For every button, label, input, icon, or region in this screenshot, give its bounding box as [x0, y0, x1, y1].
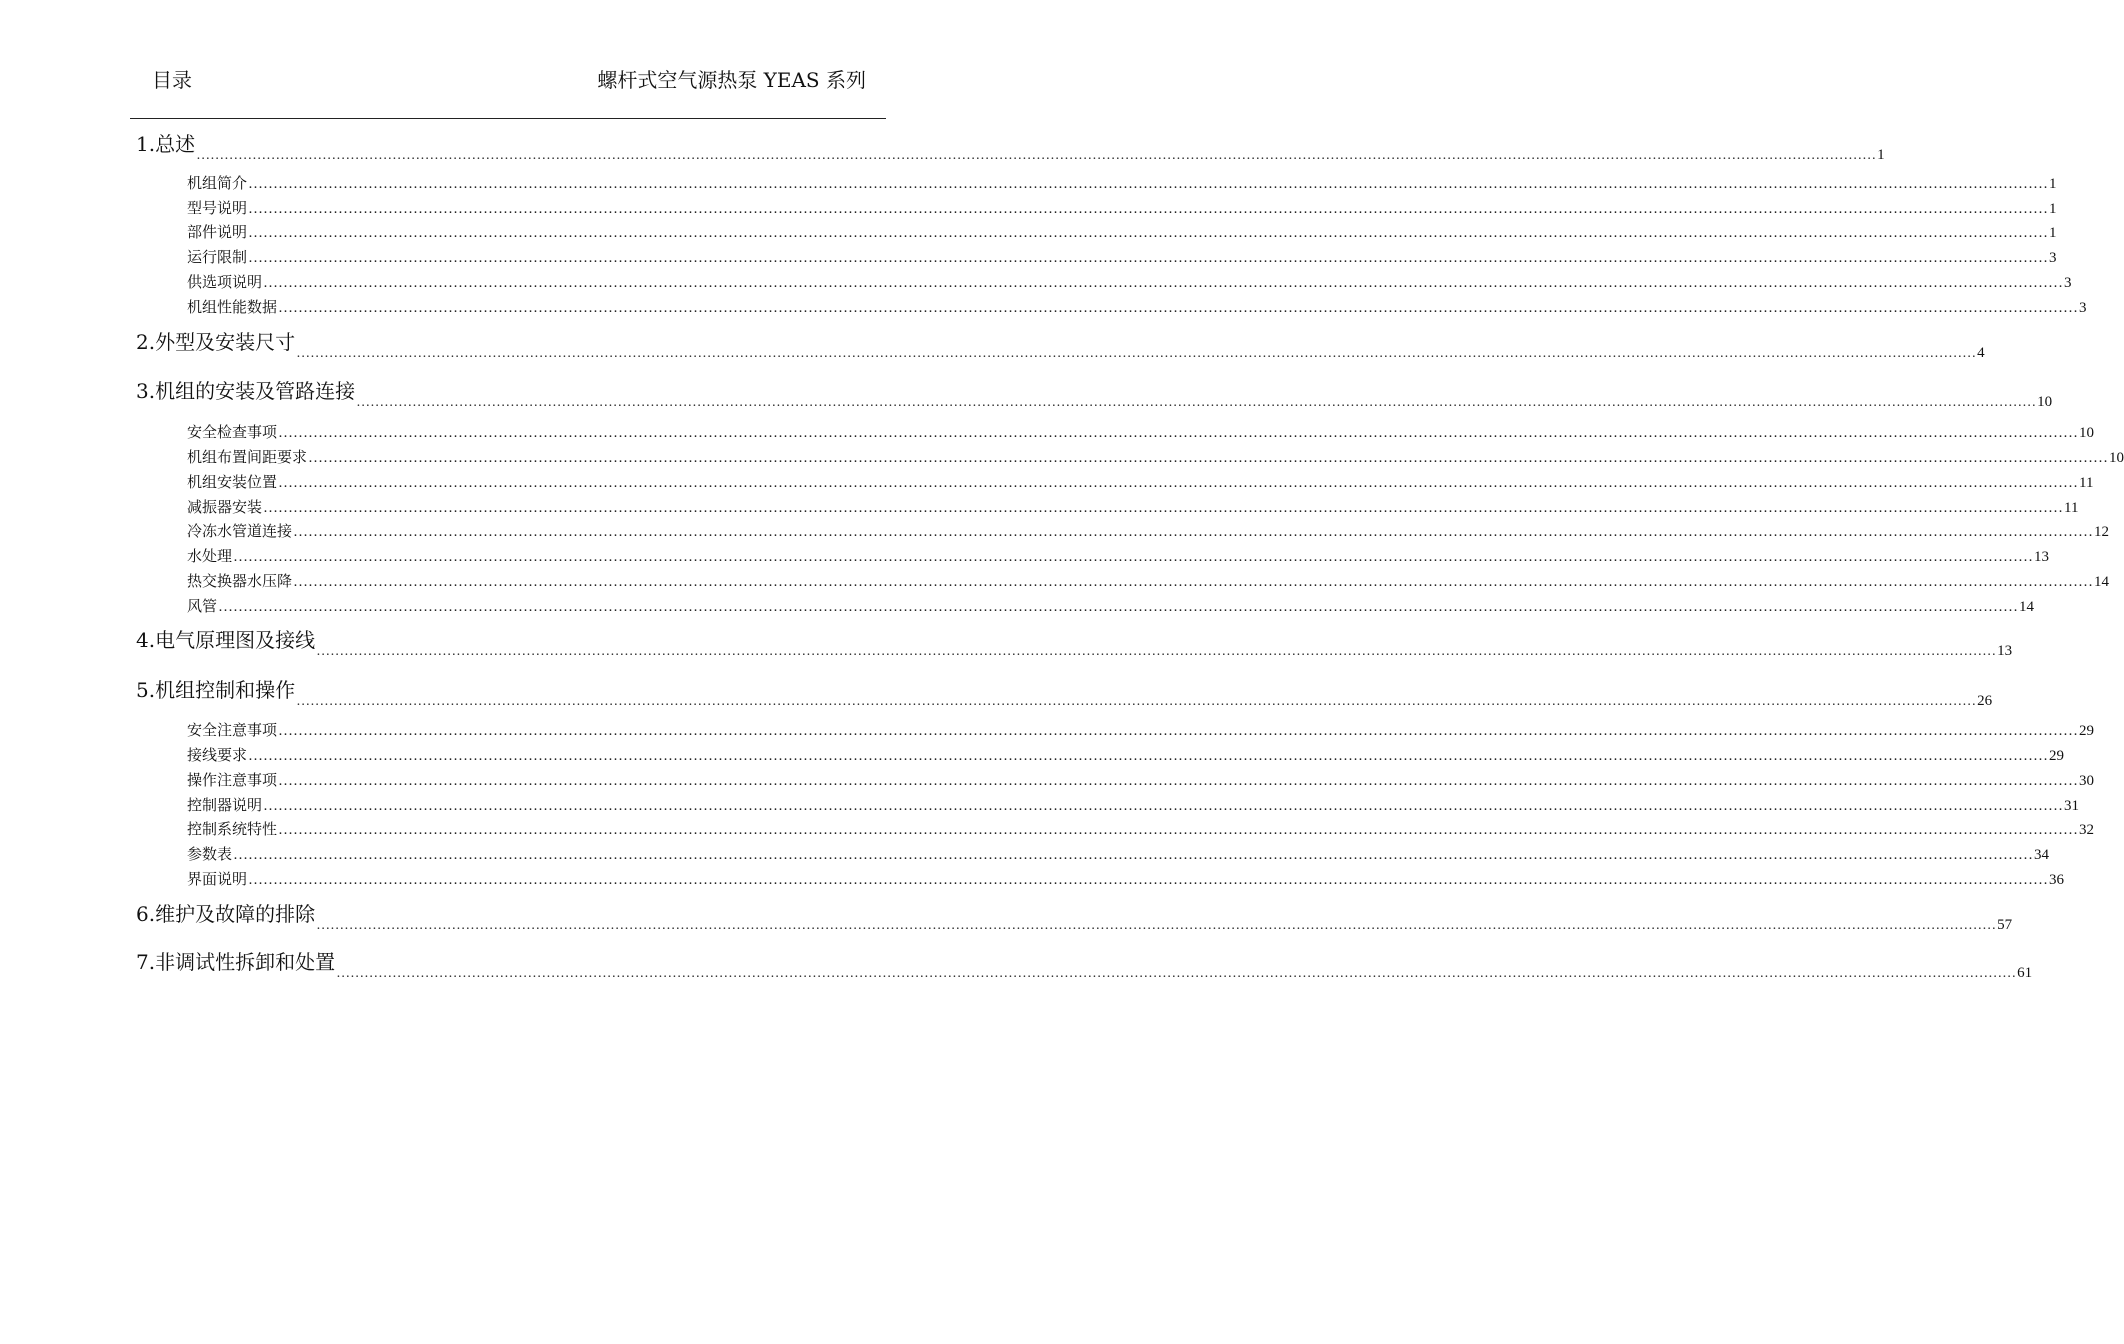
toc-item-5-5[interactable]: [187, 818, 2095, 839]
toc-label: 控制器说明: [187, 796, 263, 814]
toc-page: 3: [2049, 250, 2057, 266]
dot-leader: ………………………………………………………………………………………………………………………………………………………………………………………………………………………………………………………………………………………………………………………………: [356, 395, 2037, 410]
toc-item-3-4[interactable]: [187, 496, 2079, 517]
toc-page: 34: [2034, 847, 2050, 863]
dot-leader: ………………………………………………………………………………………………………………………………………………………………………………………………………………………………………………………………………………………………………………………………: [278, 300, 2079, 316]
toc-label: 减振器安装: [187, 498, 263, 516]
toc-item-5-1[interactable]: [187, 719, 2095, 740]
toc-label: 5.机组控制和操作: [136, 678, 296, 702]
toc-item-5-7[interactable]: [187, 868, 2065, 889]
toc-label: 3.机组的安装及管路连接: [136, 379, 356, 403]
toc-item-3-5[interactable]: [187, 520, 2110, 541]
toc-label: 2.外型及安装尺寸: [136, 330, 296, 354]
toc-item-5-2[interactable]: [187, 744, 2065, 765]
dot-leader: ………………………………………………………………………………………………………………………………………………………………………………………………………………………………………………………………………………………………………………………………: [316, 644, 1997, 659]
toc-item-3-1[interactable]: [187, 421, 2095, 442]
toc-page: 32: [2079, 822, 2095, 838]
dot-leader: ………………………………………………………………………………………………………………………………………………………………………………………………………………………………………………………………………………………………………………………………: [233, 549, 2034, 565]
toc-label: 热交换器水压降: [187, 572, 293, 590]
toc-page: 4: [1977, 345, 1985, 361]
toc-item-5-3[interactable]: [187, 769, 2095, 790]
toc-item-1-6[interactable]: [187, 296, 2087, 317]
toc-page: 14: [2019, 599, 2035, 615]
toc-page: 11: [2079, 475, 2094, 491]
dot-leader: ………………………………………………………………………………………………………………………………………………………………………………………………………………………………………………………………………………………………………………………………: [263, 275, 2064, 291]
toc-label: 水处理: [187, 547, 233, 565]
toc-page: 1: [2049, 201, 2057, 217]
toc-page: 10: [2037, 394, 2053, 410]
toc-section-5[interactable]: [136, 674, 1993, 709]
dot-leader: ………………………………………………………………………………………………………………………………………………………………………………………………………………………………………………………………………………………………………………………………: [196, 148, 1877, 163]
toc-page: 57: [1997, 917, 2013, 933]
toc-label: 参数表: [187, 845, 233, 863]
toc-label: 接线要求: [187, 746, 248, 764]
toc-item-1-4[interactable]: [187, 246, 2057, 267]
toc-section-4[interactable]: [136, 624, 2013, 659]
toc-label: 机组性能数据: [187, 298, 278, 316]
toc-item-5-6[interactable]: [187, 843, 2050, 864]
toc-label: 控制系统特性: [187, 820, 278, 838]
dot-leader: ………………………………………………………………………………………………………………………………………………………………………………………………………………………………………………………………………………………………………………………………: [278, 723, 2079, 739]
toc-label: 机组简介: [187, 174, 248, 192]
toc-item-1-5[interactable]: [187, 271, 2072, 292]
toc-page: 11: [2064, 500, 2079, 516]
toc-item-5-4[interactable]: [187, 794, 2080, 815]
toc-label: 供选项说明: [187, 273, 263, 291]
toc-label: 机组布置间距要求: [187, 448, 308, 466]
toc-item-1-1[interactable]: [187, 172, 2057, 193]
toc-section-7[interactable]: [136, 946, 2033, 981]
toc-section-6[interactable]: [136, 898, 2013, 933]
dot-leader: ………………………………………………………………………………………………………………………………………………………………………………………………………………………………………………………………………………………………………………………………: [308, 450, 2109, 466]
dot-leader: ………………………………………………………………………………………………………………………………………………………………………………………………………………………………………………………………………………………………………………………………: [293, 524, 2094, 540]
header-title: 目录: [152, 68, 192, 92]
dot-leader: ………………………………………………………………………………………………………………………………………………………………………………………………………………………………………………………………………………………………………………………………: [248, 748, 2049, 764]
dot-leader: ………………………………………………………………………………………………………………………………………………………………………………………………………………………………………………………………………………………………………………………………: [316, 918, 1997, 933]
header-series: 螺杆式空气源热泵 YEAS 系列: [597, 68, 866, 92]
dot-leader: ………………………………………………………………………………………………………………………………………………………………………………………………………………………………………………………………………………………………………………………………: [296, 346, 1977, 361]
toc-label: 1.总述: [136, 132, 196, 156]
toc-page: 3: [2064, 275, 2072, 291]
dot-leader: ………………………………………………………………………………………………………………………………………………………………………………………………………………………………………………………………………………………………………………………………: [233, 847, 2034, 863]
toc-section-2[interactable]: [136, 326, 1985, 361]
toc-page: 10: [2079, 425, 2095, 441]
toc-page: 1: [2049, 176, 2057, 192]
toc-item-3-8[interactable]: [187, 595, 2035, 616]
toc-page: 13: [2034, 549, 2050, 565]
toc-label: 运行限制: [187, 248, 248, 266]
toc-label: 6.维护及故障的排除: [136, 902, 316, 926]
toc-label: 4.电气原理图及接线: [136, 628, 316, 652]
toc-page: 10: [2109, 450, 2124, 466]
dot-leader: ………………………………………………………………………………………………………………………………………………………………………………………………………………………………………………………………………………………………………………………………: [248, 225, 2049, 241]
toc-label: 冷冻水管道连接: [187, 522, 293, 540]
toc-label: 安全检查事项: [187, 423, 278, 441]
toc-item-3-3[interactable]: [187, 471, 2094, 492]
dot-leader: ………………………………………………………………………………………………………………………………………………………………………………………………………………………………………………………………………………………………………………………………: [263, 500, 2064, 516]
toc-page: 29: [2079, 723, 2095, 739]
dot-leader: ………………………………………………………………………………………………………………………………………………………………………………………………………………………………………………………………………………………………………………………………: [248, 201, 2049, 217]
toc-label: 部件说明: [187, 223, 248, 241]
toc-label: 操作注意事项: [187, 771, 278, 789]
dot-leader: ………………………………………………………………………………………………………………………………………………………………………………………………………………………………………………………………………………………………………………………………: [296, 694, 1977, 709]
toc-section-1[interactable]: [136, 128, 1885, 163]
toc-page: 29: [2049, 748, 2065, 764]
toc-page: 36: [2049, 872, 2065, 888]
dot-leader: ………………………………………………………………………………………………………………………………………………………………………………………………………………………………………………………………………………………………………………………………: [248, 176, 2049, 192]
toc-page: 3: [2079, 300, 2087, 316]
toc-section-3[interactable]: [136, 375, 2053, 410]
dot-leader: ………………………………………………………………………………………………………………………………………………………………………………………………………………………………………………………………………………………………………………………………: [336, 966, 2017, 981]
toc-page: 61: [2017, 965, 2033, 981]
toc-page: 1: [2049, 225, 2057, 241]
toc-label: 型号说明: [187, 199, 248, 217]
toc-page: 12: [2094, 524, 2110, 540]
dot-leader: ………………………………………………………………………………………………………………………………………………………………………………………………………………………………………………………………………………………………………………………………: [248, 872, 2049, 888]
dot-leader: ………………………………………………………………………………………………………………………………………………………………………………………………………………………………………………………………………………………………………………………………: [248, 250, 2049, 266]
dot-leader: ………………………………………………………………………………………………………………………………………………………………………………………………………………………………………………………………………………………………………………………………: [218, 599, 2019, 615]
toc-label: 7.非调试性拆卸和处置: [136, 950, 336, 974]
header-divider: [130, 118, 886, 119]
dot-leader: ………………………………………………………………………………………………………………………………………………………………………………………………………………………………………………………………………………………………………………………………: [278, 773, 2079, 789]
toc-page: 31: [2064, 798, 2080, 814]
toc-item-1-2[interactable]: [187, 197, 2057, 218]
toc-item-3-2[interactable]: [187, 446, 2124, 467]
dot-leader: ………………………………………………………………………………………………………………………………………………………………………………………………………………………………………………………………………………………………………………………………: [263, 798, 2064, 814]
toc-label: 机组安装位置: [187, 473, 278, 491]
dot-leader: ………………………………………………………………………………………………………………………………………………………………………………………………………………………………………………………………………………………………………………………………: [278, 425, 2079, 441]
toc-item-1-3[interactable]: [187, 221, 2057, 242]
toc-page: 1: [1877, 147, 1885, 163]
dot-leader: ………………………………………………………………………………………………………………………………………………………………………………………………………………………………………………………………………………………………………………………………: [278, 822, 2079, 838]
dot-leader: ………………………………………………………………………………………………………………………………………………………………………………………………………………………………………………………………………………………………………………………………: [278, 475, 2079, 491]
toc-label: 界面说明: [187, 870, 248, 888]
toc-item-3-6[interactable]: [187, 545, 2050, 566]
toc-page: 30: [2079, 773, 2095, 789]
toc-page: 14: [2094, 574, 2110, 590]
toc-page: 13: [1997, 643, 2013, 659]
dot-leader: ………………………………………………………………………………………………………………………………………………………………………………………………………………………………………………………………………………………………………………………………: [293, 574, 2094, 590]
toc-page: 26: [1977, 693, 1993, 709]
toc-label: 风管: [187, 597, 218, 615]
toc-label: 安全注意事项: [187, 721, 278, 739]
toc-item-3-7[interactable]: [187, 570, 2110, 591]
